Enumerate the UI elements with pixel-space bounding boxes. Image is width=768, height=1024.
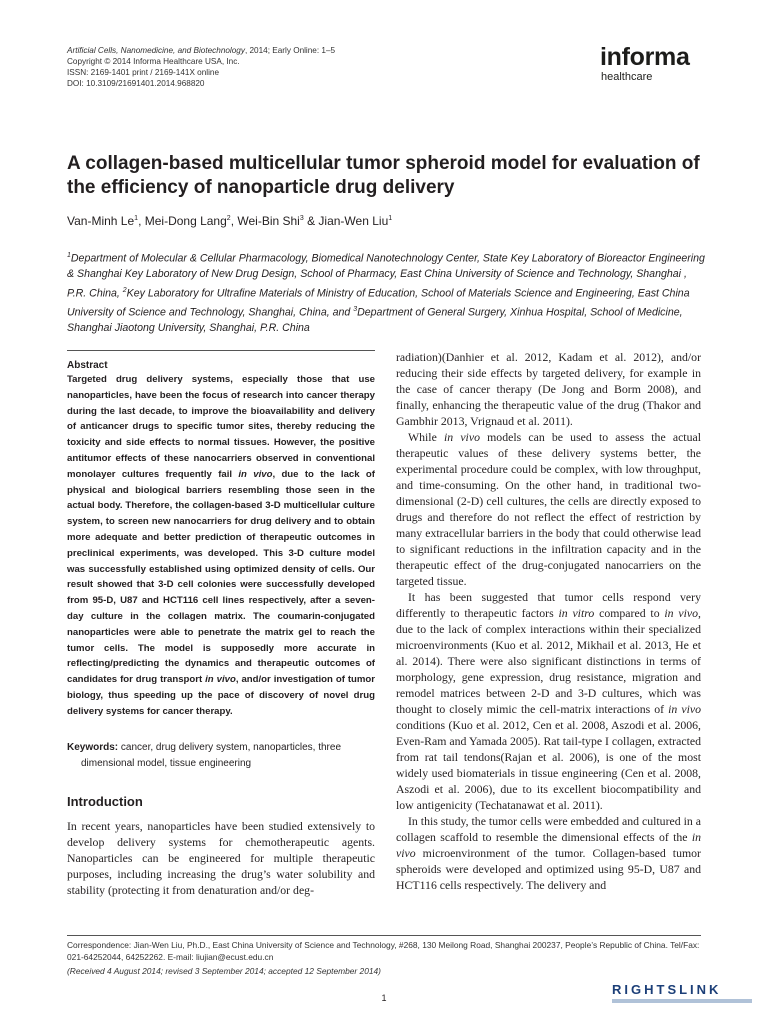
abstract-text-part: Targeted drug delivery systems, especially those that use nanoparticles, have been the focus of research into cancer therapy during the last decade, to improve the bioavailability and delivery of anticancer drugs to specific tumor sites, thereby reducing the toxicity and side effects to normal tissues. However, the positive antitumor effects of these nanocarriers observed in conventional monolayer cultures frequently fail [67,374,375,480]
body-paragraph [396,813,701,893]
affiliation-text: Key Laboratory for Ultrafine Materials of Ministry of Education, School of Materials Science and Engineering, East China University of Science and Technology, Shanghai, China, and [67,287,690,319]
publisher-logo [600,44,740,84]
body-italic: in vivo [664,606,699,620]
body-paragraph [396,429,701,589]
issn-line: ISSN: 2169-1401 print / 2169-141X online [67,68,220,77]
author-separator: & [303,214,319,228]
right-column [396,349,701,893]
abstract-italic: in vivo [205,674,236,686]
journal-name: Artificial Cells, Nanomedicine, and Biotechnology [67,46,245,55]
journal-issue: , 2014; Early Online: 1–5 [244,46,336,55]
introduction-heading: Introduction [67,794,143,809]
keywords-list: cancer, drug delivery system, nanoparticles, three [118,742,342,753]
body-text: , due to the lack of complex interactions within their specialized microenvironments (Kuo et al. 2012, Mikhail et al. 2013, He et al. 2014). There were also significant distinctions in terms of morphology, gene expression, drug resistance, migration and remodel matrices between 2-D and 3-D cultures, which was thought to closely mimic the cell-matrix interactions of [396,606,701,716]
author-name: Jian-Wen Liu [318,214,389,228]
affiliation-text: Department of Molecular & Cellular Pharmacology, Biomedical Nanotechnology Center, State Key Laboratory of Bioreactor Engineering & Shanghai Key Laboratory of New Drug Design, School of Pharmacy, East China University of Science and Technology, Shanghai , P.R. China, [67,252,705,300]
body-paragraph [396,589,701,813]
affiliation-mark: 2 [122,286,127,294]
journal-header [67,45,487,89]
author-name: Van-Minh Le [67,214,135,228]
author-separator: , [138,214,145,228]
publisher-subname: healthcare [601,71,653,83]
publisher-name: informa [600,43,690,71]
rightslink-logo [612,982,760,1003]
body-paragraph: radiation)(Danhier et al. 2012, Kadam et al. 2012), and/or reducing their side effects by targeted delivery, for example in the case of cancer therapy (De Jong and Borm 2008), and finally, enhancing the therapeutic value of the drug (Thakor and Gambhir 2013, Vrignaud et al. 2011). [396,350,701,428]
affiliation-text: Department of General Surgery, Xinhua Hospital, School of Medicine, Shanghai Jiaotong University, Shanghai, P.R. China [67,306,683,334]
author-affiliation-mark: 1 [388,215,393,222]
keywords-label: Keywords: [67,742,119,753]
body-text: microenvironment of the tumor. Collagen-based tumor spheroids were developed and optimized using 95-D, U87 and HCT116 cells respectively. The delivery and [396,846,701,892]
copyright-line: Copyright © 2014 Informa Healthcare USA, Inc. [67,57,240,66]
rightslink-underline [612,999,752,1003]
body-italic: in vivo [396,830,701,860]
abstract-section [67,350,375,720]
affiliations [67,248,707,336]
body-text: While [408,430,444,444]
abstract-text-part: , due to the lack of physical and biological barriers resembling those seen in the actual body. Therefore, the collagen-based 3-D multicellular culture system, to screen new nanocarriers for drug delivery and to obtain more adequate and better prediction of therapeutic outcomes in preclinical experiments, was developed. This 3-D culture model was successfully established using optimized density of cells. Our result showed that 3-D cell colonies were successfully developed from 95-D, U87 and HCT116 cell lines respectively, after a seven-day culture in the collagen matrix. The coumarin-conjugated nanoparticles were able to penetrate the matrix gel to reach the tumor cells. The model is supposedly more accurate in reflecting/predicting the dynamics and therapeutic outcomes of candidates for drug transport [67,468,375,686]
author-name: Wei-Bin Shi [237,214,300,228]
correspondence-note: Correspondence: Jian-Wen Liu, Ph.D., East China University of Science and Technology, #268, 130 Meilong Road, Shanghai 200237, People’s Republic of China. Tel/Fax: 021-64252044, 64252262. E-mail: liujian@ecust.edu.cn [67,940,700,962]
body-text: compared to [594,606,665,620]
body-italic: in vitro [558,606,595,620]
body-italic: in vivo [443,430,480,444]
doi-line: DOI: 10.3109/21691401.2014.968820 [67,79,205,88]
author-affiliation-mark: 3 [299,215,304,222]
author-list [67,211,707,229]
received-dates: (Received 4 August 2014; revised 3 September 2014; accepted 12 September 2014) [67,966,381,976]
body-text: It has been suggested that tumor cells respond very differently to therapeutic factors [396,590,701,620]
rightslink-wordmark: RIGHTSLINK [612,982,722,997]
body-text: In this study, the tumor cells were embedded and cultured in a collagen scaffold to resemble the dimensional effects of the [396,814,701,844]
author-affiliation-mark: 2 [226,215,231,222]
journal-citation [67,45,487,56]
abstract-heading: Abstract [67,360,108,371]
abstract-text-part: , and/or investigation of tumor biology, thus speeding up the pace of discovery of novel drug delivery systems for cancer therapy. [67,674,376,717]
keywords [67,740,375,772]
footer-divider [67,935,701,936]
article-title: A collagen-based multicellular tumor spheroid model for evaluation of the efficiency of nanoparticle drug delivery [67,153,700,198]
affiliation-mark: 3 [353,305,358,313]
introduction-paragraph: In recent years, nanoparticles have been studied extensively to develop delivery systems for chemotherapeutic agents. Nanoparticles can be engineered for multiple therapeutic purposes, including increasing the drug’s water solubility and stability (protecting it from denaturation and/or deg- [67,819,375,897]
affiliation-mark: 1 [67,252,71,259]
body-italic: in vivo [668,702,701,716]
abstract-text [67,372,375,720]
author-name: Mei-Dong Lang [144,214,227,228]
author-separator: , [230,214,238,228]
body-text: models can be used to assess the actual therapeutic values of these delivery systems better, the experimental procedure could be complex, with low throughput, and time-consuming. On the other hand, in traditional two-dimensional (2-D) cell cultures, the cells are directly exposed to drugs and therefore do not reflect the effect of restriction by many extracellular barriers in the body that could otherwise lead to significant reductions in the infiltration capacity and in the therapeutic effect of the drug-conjugated nanocarriers on the targeted tissue. [396,430,701,588]
page-number: 1 [381,993,387,1003]
keywords-line [67,740,375,756]
keywords-list-continued: dimensional model, tissue engineering [81,758,252,769]
author-affiliation-mark: 1 [134,215,139,222]
body-text: conditions (Kuo et al. 2012, Cen et al. 2008, Aszodi et al. 2006, Even-Ram and Yamada 2005). Rat tail-type I collagen, extracted from rat tail tendons(Rajan et al. 2006), is one of the most widely used biomaterials in tissue engineering (Cen et al. 2008, Aszodi et al. 2006), due to its excellent biocompatibility and low antigenicity (Techatanawat et al. 2011). [396,718,701,812]
abstract-italic: in vivo [238,468,273,480]
